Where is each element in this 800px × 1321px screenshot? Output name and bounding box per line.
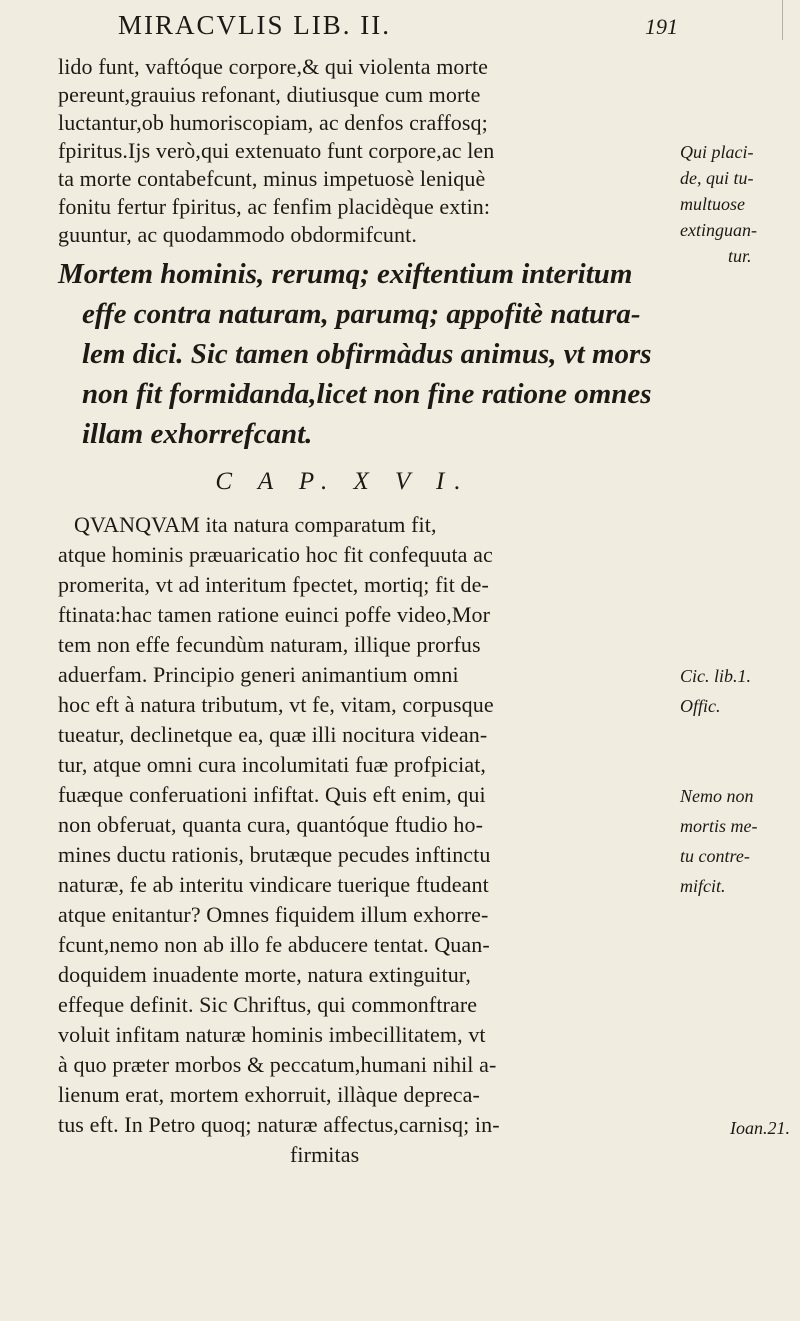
text-line: lienum erat, mortem exhorruit, illàque depreca-: [58, 1082, 480, 1107]
text-line: QVANQVAM ita natura comparatum fit,: [74, 512, 437, 537]
margin-note: de, qui tu-: [680, 168, 754, 188]
text-line: tueatur, declinetque ea, quæ illi nocitura videan-: [58, 722, 488, 747]
text-line: hoc eft à natura tributum, vt fe, vitam, corpusque: [58, 692, 494, 717]
text-line: fonitu fertur fpiritus, ac fenfim placidèque extin:: [58, 194, 491, 219]
text-line: tem non effe fecundùm naturam, illique prorfus: [58, 632, 481, 657]
text-line: naturæ, fe ab interitu vindicare tuerique ftudeant: [58, 872, 489, 897]
text-line: lido funt, vaftóque corpore,& qui violenta morte: [58, 54, 489, 79]
page-number: 191: [645, 14, 678, 39]
text-line: ftinata:hac tamen ratione euinci poffe video,Mor: [58, 602, 491, 627]
text-line: atque hominis præuaricatio hoc fit confequuta ac: [58, 542, 493, 567]
text-line: pereunt,grauius refonant, diutiusque cum morte: [58, 82, 481, 107]
margin-note: Ioan.21.: [730, 1118, 790, 1138]
running-title: MIRACVLIS LIB. II.: [118, 10, 391, 40]
text-line: ta morte contabefcunt, minus impetuosè leniquè: [58, 166, 486, 191]
text-line: doquidem inuadente morte, natura extinguitur,: [58, 962, 471, 987]
text-line: tur, atque omni cura incolumitati fuæ profpiciat,: [58, 752, 487, 777]
margin-note: Nemo non: [680, 786, 754, 806]
text-line: voluit infitam naturæ hominis imbecillitatem, vt: [58, 1022, 486, 1047]
text-line: non obferuat, quanta cura, quantóque ftudio ho-: [58, 812, 484, 837]
chapter-summary-line: illam exhorrefcant.: [82, 418, 313, 450]
text-line: guuntur, ac quodammodo obdormifcunt.: [58, 222, 417, 247]
text-line: luctantur,ob humoriscopiam, ac denfos craffosq;: [58, 110, 488, 135]
text-line: aduerfam. Principio generi animantium omni: [58, 662, 459, 687]
text-line: fpiritus.Ijs verò,qui extenuato funt corpore,ac len: [58, 138, 495, 163]
chapter-summary-line: effe contra naturam, parumq; appofitè natura-: [82, 298, 641, 330]
page-header: [118, 10, 678, 50]
chapter-summary-line: non fit formidanda,licet non fine ratione omnes: [82, 378, 652, 410]
chapter-summary-line: Mortem hominis, rerumq; exiftentium interitum: [58, 258, 633, 290]
chapter-summary-line: lem dici. Sic tamen obfirmàdus animus, vt mors: [82, 338, 652, 370]
margin-note: extinguan-: [680, 220, 757, 240]
text-line: à quo præter morbos & peccatum,humani nihil a-: [58, 1052, 497, 1077]
page-edge-mark: [782, 0, 783, 40]
margin-note: multuose: [680, 194, 745, 214]
margin-note: Qui placi-: [680, 142, 754, 162]
catchword: firmitas: [290, 1142, 360, 1167]
text-line: mines ductu rationis, brutæque pecudes inftinctu: [58, 842, 491, 867]
text-line: fuæque conferuationi infiftat. Quis eft enim, qui: [58, 782, 486, 807]
margin-note: tu contre-: [680, 846, 750, 866]
margin-note: tur.: [728, 246, 752, 266]
text-line: tus eft. In Petro quoq; naturæ affectus,carnisq; in-: [58, 1112, 500, 1137]
margin-note: mortis me-: [680, 816, 758, 836]
margin-note: Offic.: [680, 696, 721, 716]
text-line: atque enitantur? Omnes fiquidem illum exhorre-: [58, 902, 489, 927]
chapter-heading: C A P. X V I.: [215, 468, 471, 495]
text-line: promerita, vt ad interitum fpectet, mortiq; fit de-: [58, 572, 489, 597]
margin-note: Cic. lib.1.: [680, 666, 751, 686]
margin-note: mifcit.: [680, 876, 726, 896]
text-line: fcunt,nemo non ab illo fe abducere tentat. Quan-: [58, 932, 490, 957]
text-line: effeque definit. Sic Chriftus, qui commonftrare: [58, 992, 478, 1017]
